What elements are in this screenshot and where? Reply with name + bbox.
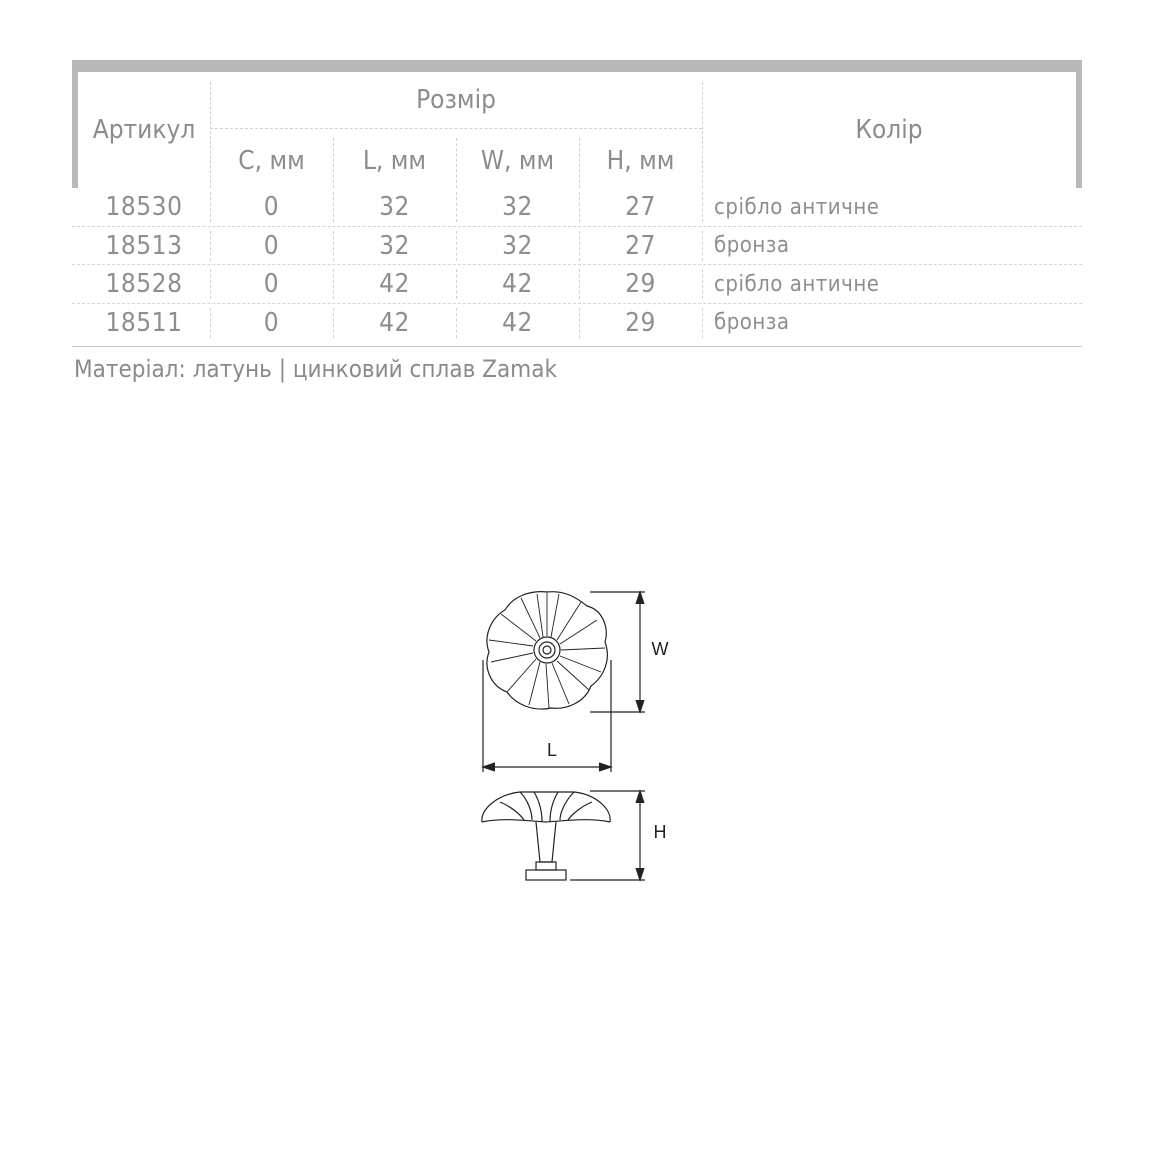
header-h: H, мм bbox=[606, 146, 675, 176]
cell-article: 18528 bbox=[105, 269, 183, 299]
cell-c: 0 bbox=[263, 269, 280, 299]
knob-side-view bbox=[482, 792, 610, 880]
cell-h: 29 bbox=[625, 307, 656, 338]
cell-l: 42 bbox=[379, 269, 410, 299]
cell-l: 42 bbox=[379, 307, 410, 338]
header-w: W, мм bbox=[480, 146, 555, 176]
header-divider bbox=[210, 128, 702, 129]
header-c: C, мм bbox=[238, 146, 305, 176]
dimension-label-h: H bbox=[653, 822, 667, 842]
cell-l: 32 bbox=[379, 230, 410, 261]
table-row bbox=[72, 188, 1082, 227]
cell-color: бронза bbox=[714, 233, 790, 258]
header-color: Колір bbox=[855, 115, 923, 145]
material-note: Матеріал: латунь | цинковий сплав Zamak bbox=[74, 355, 557, 383]
table-row bbox=[72, 227, 1082, 266]
cell-color: срібло античне bbox=[714, 194, 880, 220]
header-l: L, мм bbox=[362, 146, 427, 176]
dimension-label-w: W bbox=[651, 639, 669, 659]
cell-article: 18511 bbox=[105, 307, 183, 338]
cell-w: 42 bbox=[502, 269, 533, 299]
cell-h: 29 bbox=[625, 269, 656, 299]
cell-l: 32 bbox=[379, 192, 410, 222]
cell-c: 0 bbox=[263, 230, 280, 261]
dimension-label-l: L bbox=[546, 740, 558, 760]
table-body bbox=[72, 188, 1082, 342]
cell-w: 32 bbox=[502, 192, 533, 222]
cell-article: 18513 bbox=[105, 230, 183, 261]
cell-h: 27 bbox=[625, 230, 656, 261]
knob-technical-drawing bbox=[470, 580, 690, 890]
table-header bbox=[72, 60, 1082, 188]
cell-c: 0 bbox=[263, 192, 280, 222]
header-size: Розмір bbox=[416, 85, 496, 115]
cell-c: 0 bbox=[263, 307, 280, 338]
table-row bbox=[72, 304, 1082, 343]
table-row bbox=[72, 265, 1082, 304]
cell-article: 18530 bbox=[105, 192, 183, 222]
table-bottom-rule bbox=[72, 342, 1082, 347]
spec-table bbox=[72, 60, 1082, 342]
cell-h: 27 bbox=[625, 192, 656, 222]
cell-w: 42 bbox=[502, 307, 533, 338]
header-article: Артикул bbox=[92, 115, 196, 145]
cell-color: бронза bbox=[714, 310, 790, 335]
cell-w: 32 bbox=[502, 230, 533, 261]
knob-top-view bbox=[487, 592, 607, 709]
cell-color: срібло античне bbox=[714, 271, 880, 297]
